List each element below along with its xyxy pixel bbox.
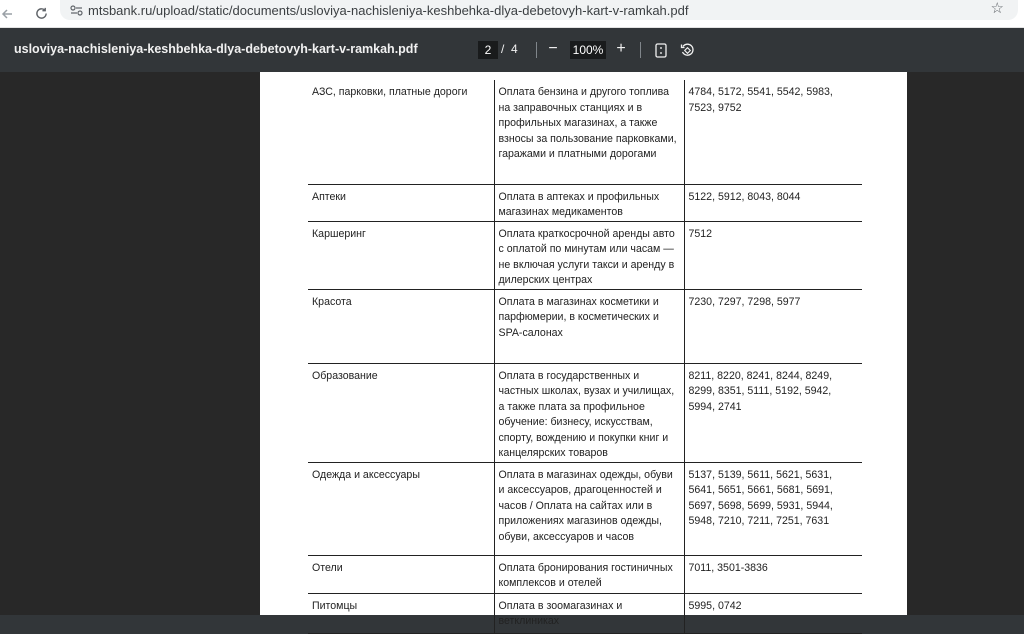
mcc-codes-cell: 5122, 5912, 8043, 8044	[684, 184, 862, 221]
total-pages: 4	[511, 42, 518, 56]
zoom-out-button[interactable]: −	[548, 40, 558, 57]
category-cell: Одежда и аксессуары	[308, 462, 494, 555]
category-cell: Образование	[308, 363, 494, 462]
category-cell: Отели	[308, 555, 494, 593]
mcc-codes-cell: 5995, 0742	[684, 593, 862, 633]
category-cell: Красота	[308, 289, 494, 363]
omnibox[interactable]	[60, 0, 1018, 20]
rotate-button[interactable]	[678, 40, 696, 60]
category-cell: АЗС, парковки, платные дороги	[308, 80, 494, 184]
document-title: usloviya-nachisleniya-keshbehka-dlya-debetovyh-kart-v-ramkah.pdf	[14, 42, 418, 56]
pdf-page	[260, 72, 907, 627]
toolbar-divider	[640, 42, 641, 58]
pdf-viewer[interactable]	[0, 72, 1024, 627]
table-row	[308, 593, 862, 633]
zoom-level-input[interactable]: 100%	[570, 41, 606, 59]
table-row	[308, 363, 862, 462]
browser-address-bar	[0, 0, 1024, 28]
table-row	[308, 80, 862, 184]
fit-page-button[interactable]	[652, 40, 670, 60]
star-icon: ☆	[990, 0, 1004, 17]
rotate-icon	[680, 43, 695, 58]
mcc-codes-cell: 7011, 3501-3836	[684, 555, 862, 593]
current-page-input[interactable]: 2	[478, 41, 498, 59]
back-button[interactable]	[0, 3, 14, 25]
tune-icon	[70, 5, 83, 16]
description-cell: Оплата бронирования гостиничных комплексов и отелей	[494, 555, 684, 593]
description-cell: Оплата в магазинах косметики и парфюмерии, в косметических и SPA-салонах	[494, 289, 684, 363]
reload-icon	[35, 7, 48, 20]
url-text[interactable]: mtsbank.ru/upload/static/documents/usloviya-nachisleniya-keshbehka-dlya-debetovyh-kart-v-ramkah.pdf	[88, 2, 689, 18]
pdf-toolbar	[0, 28, 1024, 72]
table-row	[308, 184, 862, 221]
description-cell: Оплата в аптеках и профильных магазинах медикаментов	[494, 184, 684, 221]
zoom-in-button[interactable]: +	[616, 40, 626, 57]
arrow-left-icon	[1, 8, 13, 20]
bookmark-button[interactable]	[991, 0, 1004, 18]
table-row	[308, 555, 862, 593]
description-cell: Оплата в магазинах одежды, обуви и аксессуаров, драгоценностей и часов / Оплата на сайтах или в приложениях магазинов одежды, обуви, аксессуаров и часов	[494, 462, 684, 555]
description-cell: Оплата бензина и другого топлива на заправочных станциях и в профильных магазинах, а также взносы за пользование парковками, гаражами и платными дорогами	[494, 80, 684, 184]
description-cell: Оплата в государственных и частных школах, вузах и училищах, а также плата за профильное обучение: бизнесу, искусствам, спорту, вождению и покупки книг и канцелярских товаров	[494, 363, 684, 462]
description-cell: Оплата в зоомагазинах и ветклиниках	[494, 593, 684, 633]
cashback-categories-table	[308, 80, 862, 634]
mcc-codes-cell: 7230, 7297, 7298, 5977	[684, 289, 862, 363]
category-cell: Каршеринг	[308, 221, 494, 289]
description-cell: Оплата краткосрочной аренды авто с оплатой по минутам или часам — не включая услуги такси и аренду в дилерских центрах	[494, 221, 684, 289]
table-row	[308, 289, 862, 363]
category-cell: Аптеки	[308, 184, 494, 221]
mcc-codes-cell: 7512	[684, 221, 862, 289]
mcc-codes-cell: 5137, 5139, 5611, 5621, 5631, 5641, 5651, 5661, 5681, 5691, 5697, 5698, 5699, 5931, 5944, 5948, 7210, 7211, 7251, 7631	[684, 462, 862, 555]
toolbar-divider	[536, 42, 537, 58]
category-cell: Питомцы	[308, 593, 494, 633]
table-row	[308, 462, 862, 555]
mcc-codes-cell: 8211, 8220, 8241, 8244, 8249, 8299, 8351, 5111, 5192, 5942, 5994, 2741	[684, 363, 862, 462]
site-info-button[interactable]	[64, 5, 88, 16]
table-row	[308, 221, 862, 289]
reload-button[interactable]	[30, 3, 52, 25]
fit-page-icon	[655, 43, 667, 58]
mcc-codes-cell: 4784, 5172, 5541, 5542, 5983, 7523, 9752	[684, 80, 862, 184]
page-separator: /	[501, 42, 505, 56]
